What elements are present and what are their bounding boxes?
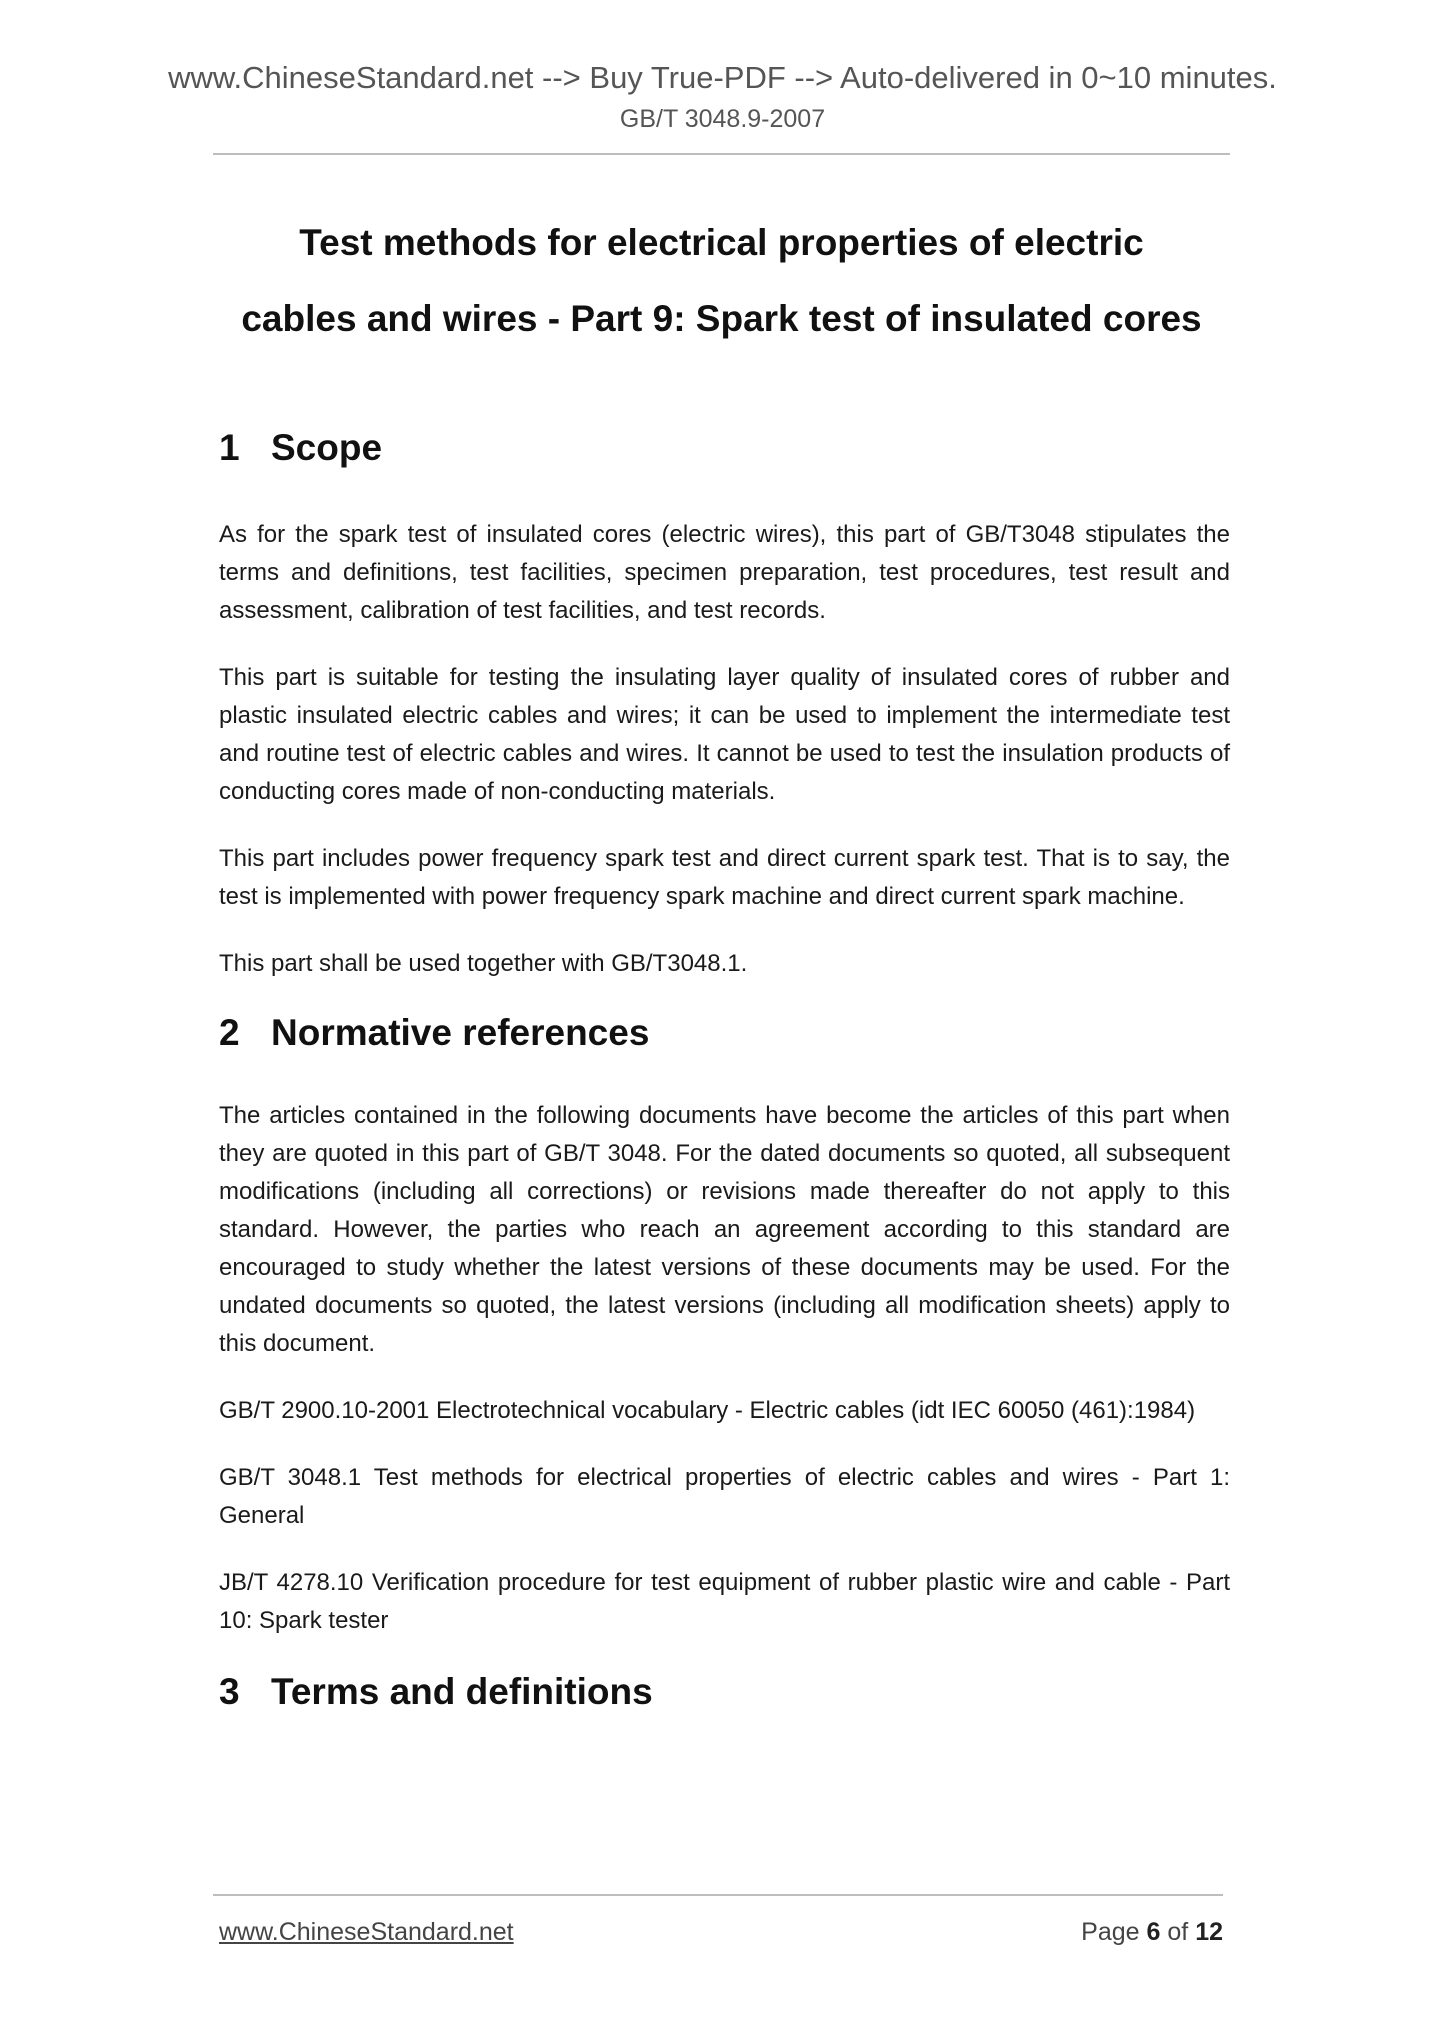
section-heading-terms-and-definitions xyxy=(219,1662,1230,1722)
section-number: 3 xyxy=(219,1671,240,1712)
scope-paragraph-3: This part includes power frequency spark test and direct current spark test. That is to say, the test is implemented with power frequency spark machine and direct current spark machine. xyxy=(219,845,1230,910)
document-title xyxy=(213,205,1230,357)
scope-paragraph-1: As for the spark test of insulated cores (electric wires), this part of GB/T3048 stipulates the terms and definitions, test facilities, specimen preparation, test procedures, test result and assessment, calibration of test facilities, and test records. xyxy=(219,521,1230,624)
page-label: Page xyxy=(1081,1918,1140,1946)
scope-paragraph-4: This part shall be used together with GB/T3048.1. xyxy=(219,950,748,977)
normative-paragraph-1: The articles contained in the following documents have become the articles of this part when they are quoted in this part of GB/T 3048. For the dated documents so quoted, all subsequent modifications (including all corrections) or revisions made thereafter do not apply to this standard. However, the parties who reach an agreement according to this standard are encouraged to study whether the latest versions of these documents may be used. For the undated documents so quoted, the latest versions (including all modification sheets) apply to this document. xyxy=(219,1102,1230,1357)
section-number: 2 xyxy=(219,1012,240,1053)
reference-item: GB/T 2900.10-2001 Electrotechnical vocabulary - Electric cables (idt IEC 60050 (461):1984) xyxy=(219,1397,1196,1424)
reference-item: JB/T 4278.10 Verification procedure for test equipment of rubber plastic wire and cable - Part 10: Spark tester xyxy=(219,1569,1230,1634)
section-number: 1 xyxy=(219,427,240,468)
page-current: 6 xyxy=(1146,1918,1161,1946)
reference-item: GB/T 3048.1 Test methods for electrical properties of electric cables and wires - Part 1: General xyxy=(219,1464,1230,1529)
header-banner[interactable]: www.ChineseStandard.net --> Buy True-PDF --> Auto-delivered in 0~10 minutes. xyxy=(168,60,1277,95)
title-line-1: Test methods for electrical properties of electric xyxy=(299,222,1144,263)
scope-paragraph-2: This part is suitable for testing the insulating layer quality of insulated cores of rubber and plastic insulated electric cables and wires; it can be used to implement the intermediate test and routine test of electric cables and wires. It cannot be used to test the insulation products of conducting cores made of non-conducting materials. xyxy=(219,664,1230,805)
footer-divider xyxy=(213,1894,1223,1896)
section-title: Normative references xyxy=(271,1012,650,1053)
page-total: 12 xyxy=(1195,1918,1223,1946)
standard-code: GB/T 3048.9-2007 xyxy=(619,105,826,133)
header-divider xyxy=(213,153,1230,155)
page-indicator xyxy=(1081,1915,1223,1949)
footer-website-link[interactable]: www.ChineseStandard.net xyxy=(219,1918,514,1946)
page-of: of xyxy=(1167,1918,1189,1946)
section-heading-scope xyxy=(219,418,1230,478)
section-title: Scope xyxy=(271,427,383,468)
title-line-2: cables and wires - Part 9: Spark test of insulated cores xyxy=(241,298,1202,339)
document-body xyxy=(219,418,1230,1722)
section-title: Terms and definitions xyxy=(271,1671,653,1712)
section-heading-normative-references xyxy=(219,1003,1230,1063)
